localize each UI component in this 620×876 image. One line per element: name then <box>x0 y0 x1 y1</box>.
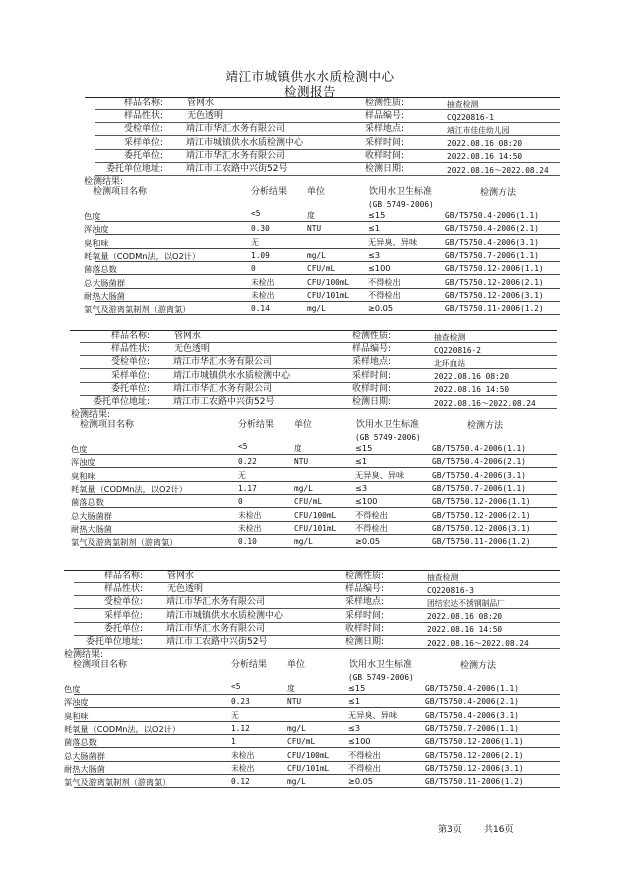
col-header-standard-code: (GB 5749-2006) <box>355 433 421 442</box>
row-rule <box>95 314 560 315</box>
row-method: GB/T5750.12-2006(3.1) <box>425 763 524 773</box>
info-label-sample_property: 样品性状: <box>103 584 143 595</box>
row-rule <box>95 234 560 235</box>
info-value-client: 靖江市华汇水务有限公司 <box>173 357 273 368</box>
info-label-consignor: 委托单位: <box>123 150 163 161</box>
row-rule <box>80 481 557 482</box>
info-label-consignor_address: 委托单位地址: <box>92 397 150 407</box>
row-standard: ≤1 <box>348 696 361 707</box>
row-item: 总大肠菌群 <box>84 277 125 288</box>
row-standard: 无异臭、异味 <box>348 709 398 720</box>
info-value-test_nature: 抽查检测 <box>447 99 479 109</box>
row-result: 1 <box>231 737 236 747</box>
info-label-consignor_address: 委托单位地址: <box>85 637 143 647</box>
row-rule <box>80 534 557 535</box>
info-label-receive_time: 收样时间: <box>365 150 405 161</box>
row-item: 浑浊度 <box>64 697 89 708</box>
info-value-sampling_time: 2022.08.16 08:20 <box>447 139 523 149</box>
row-result: 0.10 <box>238 537 257 547</box>
info-rule <box>95 162 560 163</box>
row-unit: CFU/mL <box>307 264 336 274</box>
info-value-sampler: 靖江市城镇供水水质检测中心 <box>186 137 304 148</box>
row-item: 臭和味 <box>84 237 109 248</box>
page-number: 第3页 <box>438 825 462 835</box>
row-result: 无 <box>231 710 239 720</box>
report-title: 靖江市城镇供水水质检测中心 <box>225 69 395 84</box>
row-result: 0.12 <box>231 777 250 787</box>
info-value-test_date: 2022.08.16～2022.08.24 <box>427 638 529 648</box>
info-value-consignor: 靖江市华汇水务有限公司 <box>173 383 273 394</box>
info-label-client: 受检单位: <box>110 357 150 368</box>
row-rule <box>95 221 560 222</box>
info-value-consignor: 靖江市华汇水务有限公司 <box>166 623 266 634</box>
info-label-test_nature: 检测性质: <box>345 571 385 581</box>
col-header-standard: 饮用水卫生标准 <box>356 420 420 430</box>
row-result: 1.17 <box>238 483 257 493</box>
row-standard: ≥0.05 <box>348 776 374 787</box>
row-unit: CFU/100mL <box>307 277 350 287</box>
row-rule <box>80 521 557 522</box>
row-unit: NTU <box>287 697 302 707</box>
row-rule <box>80 507 557 508</box>
row-rule <box>74 707 560 708</box>
row-rule <box>74 747 560 748</box>
row-method: GB/T5750.7-2006(1.1) <box>425 723 519 733</box>
row-method: GB/T5750.12-2006(2.1) <box>445 277 544 287</box>
col-header-standard: 饮用水卫生标准 <box>369 187 433 197</box>
info-value-sample_no: CQ220816-3 <box>427 585 474 595</box>
row-standard: ≤15 <box>355 443 373 453</box>
info-value-sample_property: 无色透明 <box>167 584 204 595</box>
row-standard: 不得检出 <box>355 522 388 533</box>
row-standard: ≤3 <box>355 482 368 493</box>
row-rule <box>74 734 560 735</box>
info-value-client: 靖江市华汇水务有限公司 <box>166 597 266 608</box>
row-item: 臭和味 <box>71 470 96 481</box>
info-label-sample_name: 样品名称: <box>110 331 150 341</box>
row-unit: 度 <box>294 444 302 453</box>
page-total: 共16页 <box>484 825 514 835</box>
info-label-sample_site: 采样地点: <box>352 357 392 368</box>
col-header-result: 分析结果 <box>238 420 275 430</box>
row-unit: mg/L <box>307 304 326 314</box>
row-item: 氯气及游离氯制剂（游离氯） <box>84 304 191 315</box>
row-standard: 不得检出 <box>348 762 381 773</box>
info-rule <box>80 395 557 396</box>
row-rule <box>80 547 557 548</box>
row-standard: ≥0.05 <box>355 536 381 547</box>
info-label-client: 受检单位: <box>123 124 163 135</box>
info-label-sampler: 采样单位: <box>103 610 143 621</box>
row-result: 0.22 <box>238 457 257 467</box>
info-rule <box>74 608 560 609</box>
info-rule <box>80 342 557 343</box>
info-value-sample_site: 团结宏达不锈钢制品厂 <box>427 598 505 608</box>
row-method: GB/T5750.4-2006(3.1) <box>432 470 526 480</box>
row-unit: CFU/mL <box>287 737 316 747</box>
row-item: 浑浊度 <box>84 224 109 235</box>
row-method: GB/T5750.12-2006(3.1) <box>432 523 531 533</box>
info-label-sample_name: 样品名称: <box>123 98 163 108</box>
row-standard: ≤3 <box>368 249 381 260</box>
info-rule <box>95 175 560 176</box>
row-standard: 不得检出 <box>368 289 401 300</box>
result-label: 检测结果: <box>64 650 104 660</box>
info-value-sample_no: CQ220816-2 <box>434 345 481 355</box>
info-value-sample_property: 无色透明 <box>187 111 224 122</box>
info-rule <box>95 122 560 123</box>
row-unit: mg/L <box>287 723 306 733</box>
row-unit: NTU <box>294 457 309 467</box>
info-label-client: 受检单位: <box>103 597 143 608</box>
info-rule <box>80 382 557 383</box>
row-item: 耐热大肠菌 <box>71 523 112 534</box>
info-label-test_date: 检测日期: <box>345 637 385 647</box>
info-value-sampler: 靖江市城镇供水水质检测中心 <box>173 370 291 381</box>
row-item: 菌落总数 <box>84 264 117 275</box>
row-unit: CFU/101mL <box>294 523 337 533</box>
row-result: 0.30 <box>251 224 270 234</box>
info-value-test_nature: 抽查检测 <box>434 332 466 342</box>
row-result: 未检出 <box>238 523 262 533</box>
info-label-sample_property: 样品性状: <box>123 111 163 122</box>
row-method: GB/T5750.4-2006(2.1) <box>425 697 519 707</box>
col-header-standard-code: (GB 5749-2006) <box>348 673 414 682</box>
row-method: GB/T5750.4-2006(3.1) <box>445 237 539 247</box>
info-rule <box>74 595 560 596</box>
info-label-consignor: 委托单位: <box>110 383 150 394</box>
info-value-sample_name: 管网水 <box>174 331 202 341</box>
info-value-sampling_time: 2022.08.16 08:20 <box>427 612 503 622</box>
info-label-sample_name: 样品名称: <box>103 571 143 581</box>
row-result: 1.09 <box>251 250 270 260</box>
info-label-sample_property: 样品性状: <box>110 344 150 355</box>
row-rule <box>95 261 560 262</box>
info-label-test_date: 检测日期: <box>365 164 405 174</box>
row-result: 0.23 <box>231 697 250 707</box>
row-rule <box>95 248 560 249</box>
col-header-item: 检测项目名称 <box>73 660 128 670</box>
info-value-sample_site: 靖江市佳佳幼儿园 <box>447 125 510 135</box>
row-item: 菌落总数 <box>64 737 97 748</box>
row-rule <box>95 301 560 302</box>
row-rule <box>95 274 560 275</box>
row-item: 耗氧量（CODMn法，以O2计） <box>71 483 188 494</box>
row-item: 总大肠菌群 <box>64 750 105 761</box>
row-method: GB/T5750.4-2006(1.1) <box>445 211 539 220</box>
info-rule <box>74 648 560 649</box>
info-label-sampling_time: 采样时间: <box>352 370 392 381</box>
row-unit: CFU/101mL <box>287 763 330 773</box>
info-label-sample_site: 采样地点: <box>365 124 405 135</box>
col-header-standard: 饮用水卫生标准 <box>349 660 413 670</box>
row-method: GB/T5750.4-2006(2.1) <box>432 457 526 467</box>
info-value-receive_time: 2022.08.16 14:50 <box>434 385 510 395</box>
row-standard: ≤100 <box>348 736 371 747</box>
info-value-consignor: 靖江市华汇水务有限公司 <box>186 150 286 161</box>
info-rule <box>74 635 560 636</box>
info-value-sample_property: 无色透明 <box>174 344 211 355</box>
col-header-method: 检测方法 <box>460 661 497 671</box>
row-result: 0 <box>238 497 243 507</box>
info-rule <box>95 149 560 150</box>
row-unit: 度 <box>307 211 315 220</box>
info-value-consignor_address: 靖江市工农路中兴街52号 <box>173 397 275 407</box>
row-unit: mg/L <box>294 483 313 493</box>
row-item: 氯气及游离氯制剂（游离氯） <box>71 537 178 548</box>
info-value-test_date: 2022.08.16～2022.08.24 <box>434 398 536 408</box>
row-method: GB/T5750.4-2006(1.1) <box>425 684 519 693</box>
row-result: 0.14 <box>251 304 270 314</box>
col-header-result: 分析结果 <box>231 660 268 670</box>
row-unit: NTU <box>307 224 322 234</box>
info-label-sample_site: 采样地点: <box>345 597 385 608</box>
row-standard: 无异臭、异味 <box>368 236 418 247</box>
row-standard: ≥0.05 <box>368 303 394 314</box>
row-rule <box>80 467 557 468</box>
row-rule <box>74 774 560 775</box>
row-method: GB/T5750.7-2006(1.1) <box>445 250 539 260</box>
row-method: GB/T5750.12-2006(2.1) <box>432 510 531 520</box>
info-value-receive_time: 2022.08.16 14:50 <box>427 625 503 635</box>
info-label-test_nature: 检测性质: <box>365 98 405 108</box>
info-rule <box>80 368 557 369</box>
row-standard: ≤1 <box>368 223 381 234</box>
row-rule <box>80 494 557 495</box>
result-label: 检测结果: <box>84 177 124 187</box>
info-label-sampler: 采样单位: <box>110 370 150 381</box>
row-item: 菌落总数 <box>71 497 104 508</box>
row-standard: ≤100 <box>368 263 391 274</box>
info-label-sample_no: 样品编号: <box>365 111 405 122</box>
row-item: 氯气及游离氯制剂（游离氯） <box>64 777 171 788</box>
row-item: 耐热大肠菌 <box>64 763 105 774</box>
report-subtitle: 检测报告 <box>283 84 336 99</box>
row-standard: 不得检出 <box>368 276 401 287</box>
info-value-test_nature: 抽查检测 <box>427 572 459 582</box>
info-label-receive_time: 收样时间: <box>345 623 385 634</box>
row-method: GB/T5750.12-2006(1.1) <box>425 737 524 747</box>
col-header-method: 检测方法 <box>480 188 517 198</box>
row-unit: CFU/101mL <box>307 290 350 300</box>
row-standard: 不得检出 <box>348 749 381 760</box>
row-method: GB/T5750.12-2006(1.1) <box>432 497 531 507</box>
row-result: 0 <box>251 264 256 274</box>
info-label-sampling_time: 采样时间: <box>365 137 405 148</box>
row-rule <box>74 787 560 788</box>
row-item: 总大肠菌群 <box>71 510 112 521</box>
row-result: 未检出 <box>231 763 255 773</box>
row-method: GB/T5750.12-2006(1.1) <box>445 264 544 274</box>
row-result: 未检出 <box>231 750 255 760</box>
row-result: 未检出 <box>251 277 275 287</box>
info-value-receive_time: 2022.08.16 14:50 <box>447 152 523 162</box>
row-method: GB/T5750.4-2006(1.1) <box>432 444 526 453</box>
row-item: 色度 <box>84 211 101 221</box>
row-rule <box>80 454 557 455</box>
row-method: GB/T5750.4-2006(3.1) <box>425 710 519 720</box>
info-value-client: 靖江市华汇水务有限公司 <box>186 124 286 135</box>
info-label-sampler: 采样单位: <box>123 137 163 148</box>
row-standard: ≤15 <box>348 683 366 693</box>
info-label-test_date: 检测日期: <box>352 397 392 407</box>
col-header-unit: 单位 <box>294 420 313 430</box>
col-header-method: 检测方法 <box>467 421 504 431</box>
info-value-consignor_address: 靖江市工农路中兴街52号 <box>166 637 268 647</box>
info-value-sample_name: 管网水 <box>167 571 195 581</box>
col-header-standard-code: (GB 5749-2006) <box>368 200 434 209</box>
row-unit: mg/L <box>287 777 306 787</box>
row-standard: 不得检出 <box>355 509 388 520</box>
row-standard: ≤1 <box>355 456 368 467</box>
row-result: 无 <box>251 237 259 247</box>
info-label-sampling_time: 采样时间: <box>345 610 385 621</box>
info-rule <box>80 355 557 356</box>
row-result: <5 <box>231 682 241 691</box>
info-value-sampling_time: 2022.08.16 08:20 <box>434 372 510 382</box>
col-header-item: 检测项目名称 <box>80 420 135 430</box>
col-header-unit: 单位 <box>287 660 306 670</box>
row-standard: ≤100 <box>355 496 378 507</box>
row-unit: 度 <box>287 684 295 693</box>
info-value-consignor_address: 靖江市工农路中兴街52号 <box>186 164 288 174</box>
row-result: 未检出 <box>238 510 262 520</box>
row-item: 耗氧量（CODMn法，以O2计） <box>84 250 201 261</box>
row-standard: ≤3 <box>348 722 361 733</box>
info-value-sampler: 靖江市城镇供水水质检测中心 <box>166 610 284 621</box>
row-standard: 无异臭、异味 <box>355 469 405 480</box>
info-rule <box>95 135 560 136</box>
row-result: <5 <box>238 442 248 451</box>
info-value-test_date: 2022.08.16～2022.08.24 <box>447 165 549 175</box>
col-header-unit: 单位 <box>307 187 326 197</box>
row-method: GB/T5750.12-2006(2.1) <box>425 750 524 760</box>
row-result: <5 <box>251 209 261 218</box>
info-label-receive_time: 收样时间: <box>352 383 392 394</box>
row-result: 未检出 <box>251 290 275 300</box>
row-result: 1.12 <box>231 723 250 733</box>
row-item: 浑浊度 <box>71 457 96 468</box>
row-item: 臭和味 <box>64 710 89 721</box>
info-value-sample_site: 北环血站 <box>434 358 466 368</box>
info-rule <box>74 622 560 623</box>
result-label: 检测结果: <box>71 410 111 420</box>
row-rule <box>74 694 560 695</box>
info-rule <box>95 109 560 110</box>
info-label-consignor_address: 委托单位地址: <box>105 164 163 174</box>
info-rule <box>80 408 557 409</box>
info-value-sample_name: 管网水 <box>187 98 215 108</box>
info-label-sample_no: 样品编号: <box>352 344 392 355</box>
row-unit: mg/L <box>307 250 326 260</box>
info-label-sample_no: 样品编号: <box>345 584 385 595</box>
row-unit: mg/L <box>294 537 313 547</box>
row-method: GB/T5750.11-2006(1.2) <box>445 304 544 314</box>
row-standard: ≤15 <box>368 210 386 220</box>
col-header-item: 检测项目名称 <box>93 187 148 197</box>
info-label-consignor: 委托单位: <box>103 623 143 634</box>
row-method: GB/T5750.11-2006(1.2) <box>425 777 524 787</box>
row-rule <box>74 721 560 722</box>
row-method: GB/T5750.12-2006(3.1) <box>445 290 544 300</box>
row-item: 色度 <box>64 684 81 694</box>
row-unit: CFU/100mL <box>287 750 330 760</box>
row-item: 色度 <box>71 444 88 454</box>
row-method: GB/T5750.7-2006(1.1) <box>432 483 526 493</box>
col-header-result: 分析结果 <box>251 187 288 197</box>
row-unit: CFU/100mL <box>294 510 337 520</box>
row-method: GB/T5750.4-2006(2.1) <box>445 224 539 234</box>
row-unit: CFU/mL <box>294 497 323 507</box>
row-rule <box>95 288 560 289</box>
info-value-sample_no: CQ220816-1 <box>447 112 494 122</box>
info-label-test_nature: 检测性质: <box>352 331 392 341</box>
row-item: 耗氧量（CODMn法，以O2计） <box>64 723 181 734</box>
info-rule <box>74 582 560 583</box>
row-item: 耐热大肠菌 <box>84 290 125 301</box>
row-result: 无 <box>238 470 246 480</box>
row-rule <box>74 761 560 762</box>
row-method: GB/T5750.11-2006(1.2) <box>432 537 531 547</box>
